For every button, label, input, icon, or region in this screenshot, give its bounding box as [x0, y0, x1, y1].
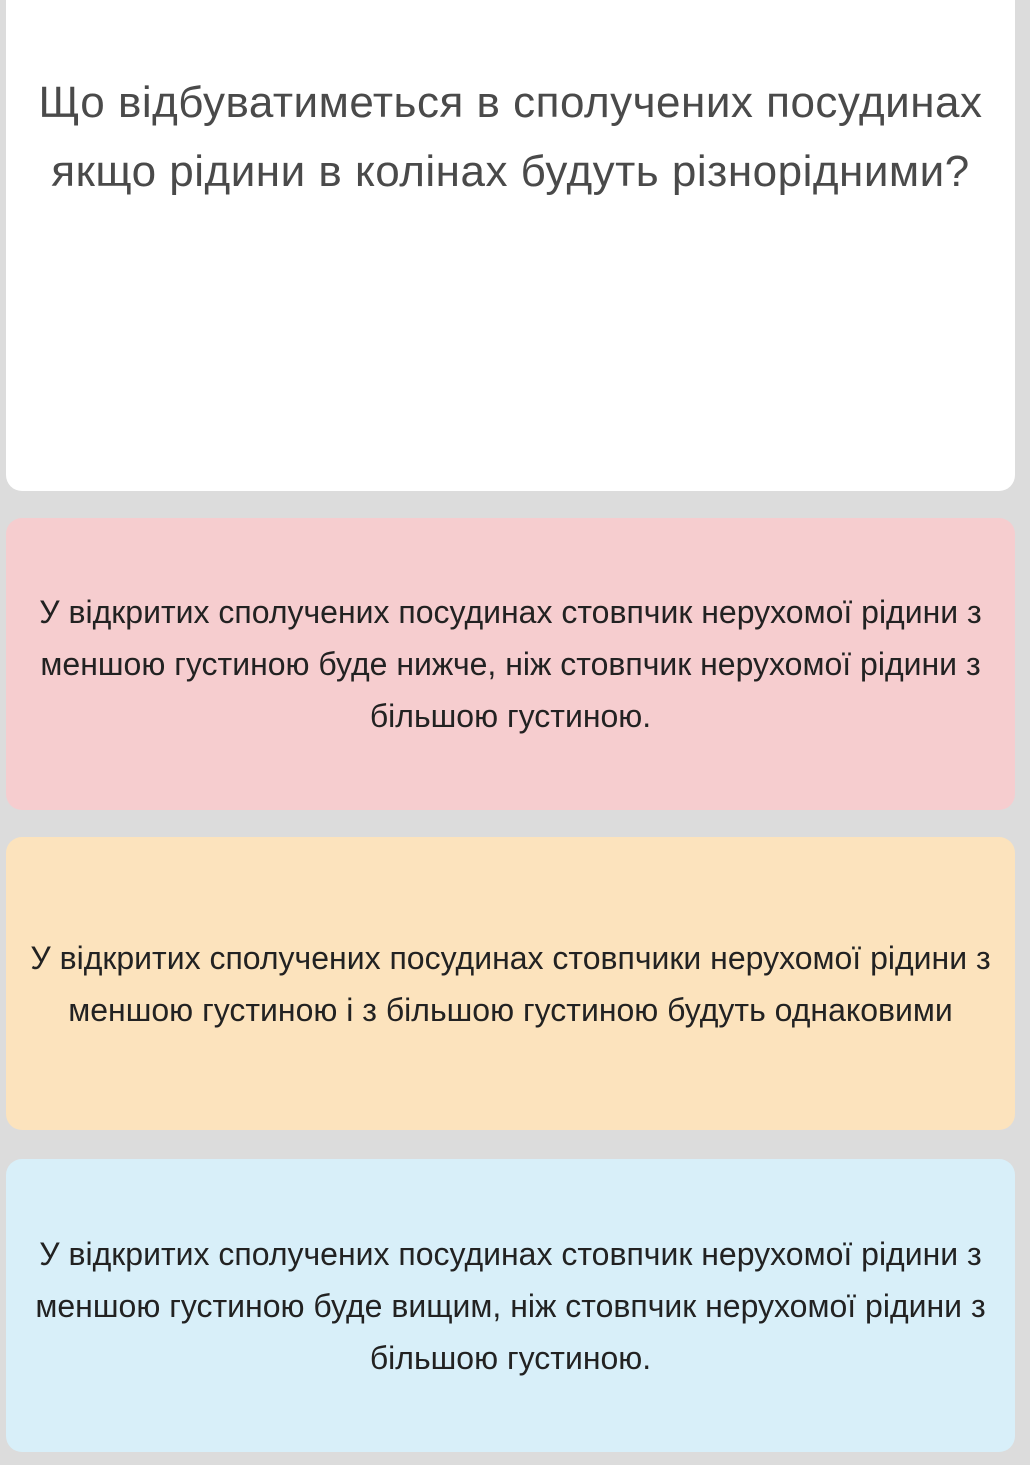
answer-option-2-text: У відкритих сполучених посудинах стовпчики нерухомої рідини з меншою густиною і з більшою густиною будуть однаковими [30, 939, 991, 1028]
answer-option-1[interactable] [6, 518, 1015, 810]
answer-option-3-text: У відкритих сполучених посудинах стовпчик нерухомої рідини з меншою густиною буде вищим, ніж стовпчик нерухомої рідини з більшою густиною. [35, 1235, 986, 1376]
answer-option-3[interactable] [6, 1159, 1015, 1452]
answer-option-1-text: У відкритих сполучених посудинах стовпчик нерухомої рідини з меншою густиною буде нижче, ніж стовпчик нерухомої рідини з більшою густиною. [39, 594, 982, 734]
question-text: Що відбуватиметься в сполучених посудинах якщо рідини в колінах будуть різнорідними? [38, 78, 983, 196]
answer-option-2[interactable] [6, 837, 1015, 1130]
question-card [6, 0, 1015, 491]
